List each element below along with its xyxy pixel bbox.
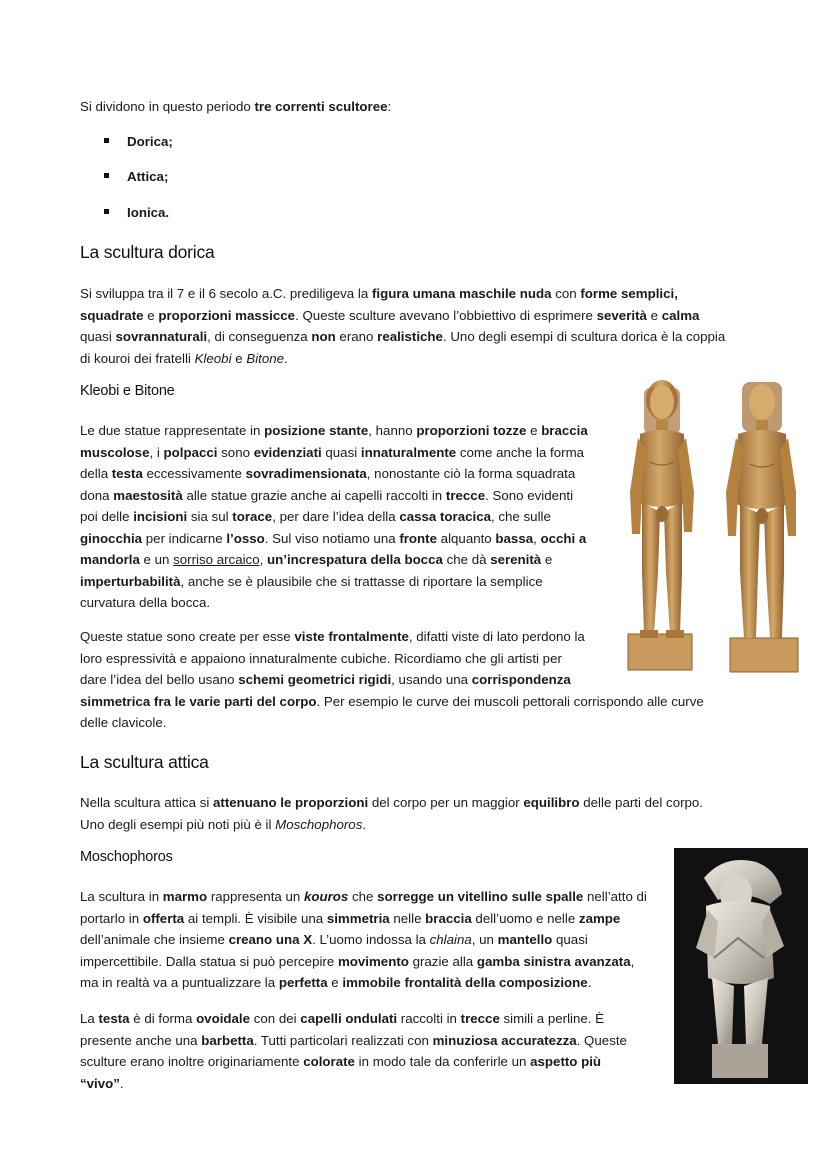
square-bullet-icon	[104, 138, 109, 143]
text-line: mandorla e un sorriso arcaico, un’increspatura della bocca che dà serenità e	[80, 552, 553, 567]
text-line: sculture erano inoltre originariamente colorate in modo tale da conferirle un aspetto più	[80, 1054, 602, 1069]
text-line: della testa eccessivamente sovradimensionata, nonostante ciò la forma squadrata	[80, 466, 576, 481]
square-bullet-icon	[104, 209, 109, 214]
text-line: presente anche una barbetta. Tutti particolari realizzati con minuziosa accuratezza. Queste	[80, 1032, 627, 1048]
list-item: Attica;	[104, 169, 168, 184]
moschophoros-illustration	[674, 848, 808, 1084]
moschophoros-image	[674, 848, 808, 1084]
square-bullet-icon	[104, 173, 109, 178]
text-line: curvatura della bocca.	[80, 595, 211, 610]
text-line: dare l’idea del bello usano schemi geometrici rigidi, usando una corrispondenza	[80, 672, 571, 687]
heading-attic: La scultura attica	[80, 752, 209, 772]
kleobi-bitone-image	[620, 372, 806, 676]
moschophoros-paragraph-2	[80, 1008, 670, 1094]
text-line: impercettibile. Dalla statua si può percepire movimento grazie alla gamba sinistra avanzata,	[80, 953, 635, 969]
list-item: Ionica.	[104, 205, 169, 220]
text-line: portarlo in offerta ai templi. È visibile una simmetria nelle braccia dell’uomo e nelle zampe	[80, 910, 621, 926]
text-line: Uno degli esempi più noti più è il Moschophoros.	[80, 816, 367, 832]
text-line: Nella scultura attica si attenuano le proporzioni del corpo per un maggior equilibro delle parti del corpo.	[80, 795, 704, 810]
text-line: poi delle incisioni sia sul torace, per dare l’idea della cassa toracica, che sulle	[80, 509, 551, 524]
kleobi-statue	[628, 380, 694, 670]
intro-paragraph: Si dividono in questo periodo tre correnti scultoree:	[80, 99, 392, 114]
text-line: Queste statue sono create per esse viste frontalmente, difatti viste di lato perdono la	[80, 629, 585, 644]
text-line: simmetrica fra le varie parti del corpo. Per esempio le curve dei muscoli pettorali corrispondo alle curve	[80, 693, 704, 709]
text-line: delle clavicole.	[80, 715, 167, 730]
bitone-statue	[726, 382, 798, 672]
text-line: dell’animale che insieme creano una X. L’uomo indossa la chlaina, un mantello quasi	[80, 932, 588, 947]
attic-paragraph	[80, 792, 770, 835]
text-line: ginocchia per indicarne l’osso. Sul viso notiamo una fronte alquanto bassa, occhi a	[80, 530, 587, 546]
text-line: dona maestosità alle statue grazie anche ai capelli raccolti in trecce. Sono evidenti	[80, 487, 574, 503]
doric-paragraph: Si sviluppa tra il 7 e il 6 secolo a.C. prediligeva la figura umana maschile nuda con forme semplici, squadrate e proporzioni massicce. Queste sculture avevano l’obbiettivo di esprimere severità e calma quasi sovrannaturali, di conseguenza non erano realistiche. Uno degli esempi di scultura dorica è la coppia di kouroi dei fratelli Kleobi e Bitone.	[80, 286, 726, 366]
heading-kleobi: Kleobi e Bitone	[80, 383, 175, 399]
statues-illustration	[620, 372, 806, 676]
text-line: La scultura in marmo rappresenta un kouros che sorregge un vitellino sulle spalle nell’atto di	[80, 889, 647, 904]
text-line: loro espressività e appaiono innaturalmente cubiche. Ricordiamo che gli artisti per	[80, 650, 562, 666]
text-line: La testa è di forma ovoidale con dei capelli ondulati raccolti in trecce simili a perline. È	[80, 1011, 605, 1026]
heading-doric: La scultura dorica	[80, 242, 215, 262]
text-line: “vivo”.	[80, 1075, 124, 1091]
text-line: Le due statue rappresentate in posizione stante, hanno proporzioni tozze e braccia	[80, 423, 588, 438]
text-line: ma in realtà va a puntualizzare la perfetta e immobile frontalità della composizione.	[80, 975, 592, 990]
kleobi-paragraph-1	[80, 420, 620, 614]
text-line: imperturbabilità, anche se è plausibile che si trattasse di riportare la semplice	[80, 573, 543, 589]
moschophoros-paragraph-1	[80, 886, 670, 994]
list-item: Dorica;	[104, 134, 173, 149]
text-line: muscolose, i polpacci sono evidenziati quasi innaturalmente come anche la forma	[80, 444, 585, 460]
heading-moschophoros: Moschophoros	[80, 849, 173, 865]
